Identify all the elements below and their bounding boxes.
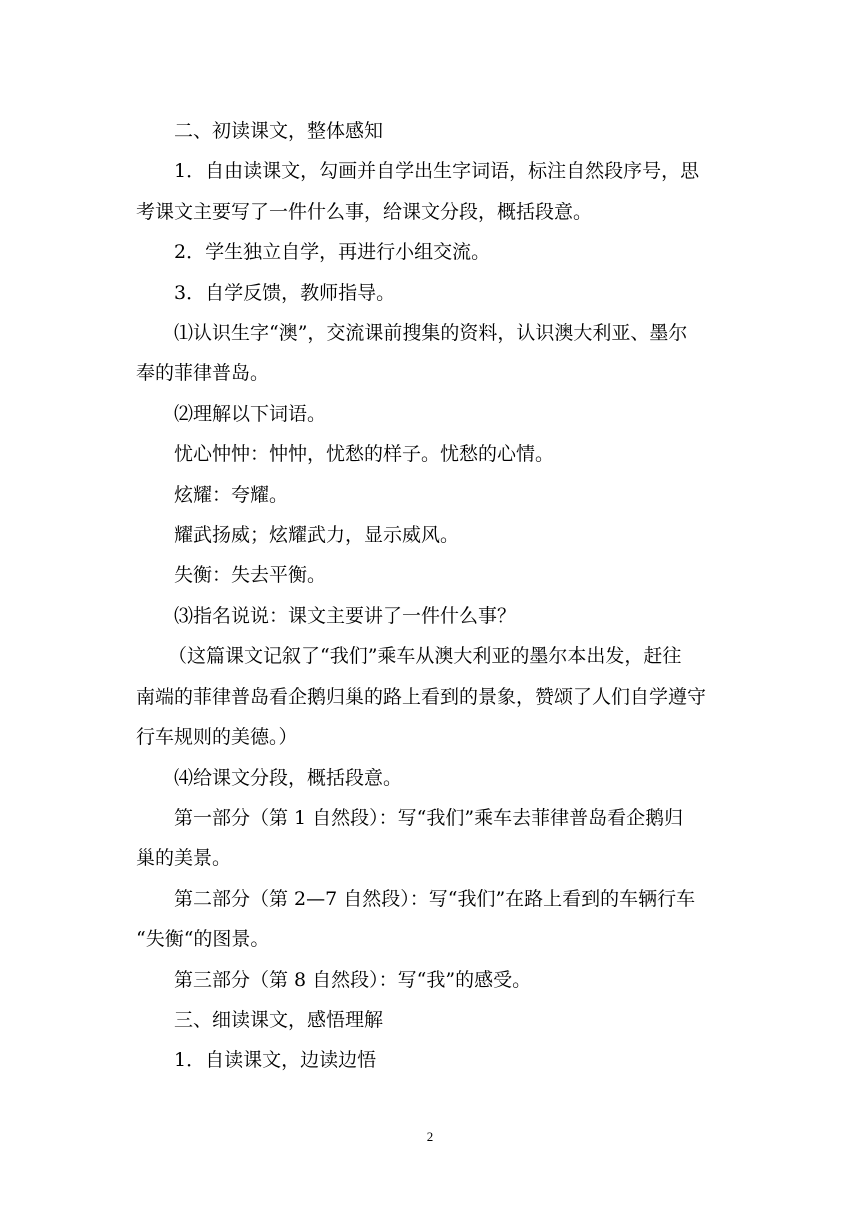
paragraph-line: 第一部分（第 1 自然段）：写“我们”乘车去菲律普岛看企鹅归 [174, 806, 684, 829]
paragraph-line: 2．学生独立自学，再进行小组交流。 [174, 241, 491, 264]
paragraph-line: 行车规则的美德。） [136, 726, 298, 749]
paragraph-line: 南端的菲律普岛看企鹅归巢的路上看到的景象，赞颂了人们自学遵守 [136, 685, 707, 708]
paragraph-line: 第二部分（第 2—7 自然段）：写“我们”在路上看到的车辆行车 [174, 887, 696, 910]
vocabulary-line: 失衡：失去平衡。 [174, 564, 327, 587]
paragraph-line: 巢的美景。 [136, 847, 232, 870]
vocabulary-line: 炫耀：夸耀。 [174, 483, 289, 506]
vocabulary-line: 耀武扬威；炫耀武力，显示威风。 [174, 524, 460, 547]
paragraph-line: “失衡“的图景。 [136, 928, 270, 951]
paragraph-line: 奉的菲律普岛。 [136, 362, 270, 385]
section-heading: 二、初读课文，整体感知 [174, 120, 384, 142]
paragraph-line: 3．自学反馈，教师指导。 [174, 281, 396, 304]
paragraph-line: ⑷给课文分段，概括段意。 [174, 766, 403, 789]
paragraph-line: （这篇课文记叙了“我们”乘车从澳大利亚的墨尔本出发，赶往 [168, 645, 682, 668]
section-heading: 三、细读课文，感悟理解 [174, 1008, 384, 1031]
paragraph-line: 1．自由读课文，勾画并自学出生字词语，标注自然段序号，思 [174, 160, 700, 183]
document-body [136, 111, 728, 1081]
paragraph-line: ⑵理解以下词语。 [174, 402, 327, 425]
paragraph-line: ⑴认识生字“澳”，交流课前搜集的资料，认识澳大利亚、墨尔 [174, 322, 688, 345]
page-number: 2 [426, 1129, 434, 1144]
vocabulary-line: 忧心忡忡：忡忡，忧愁的样子。忧愁的心情。 [174, 443, 555, 466]
paragraph-line: ⑶指名说说：课文主要讲了一件什么事？ [174, 604, 517, 627]
paragraph-line: 1．自读课文，边读边悟 [174, 1049, 377, 1072]
paragraph-line: 考课文主要写了一件什么事，给课文分段，概括段意。 [136, 200, 593, 223]
paragraph-line: 第三部分（第 8 自然段）：写“我”的感受。 [174, 968, 532, 991]
